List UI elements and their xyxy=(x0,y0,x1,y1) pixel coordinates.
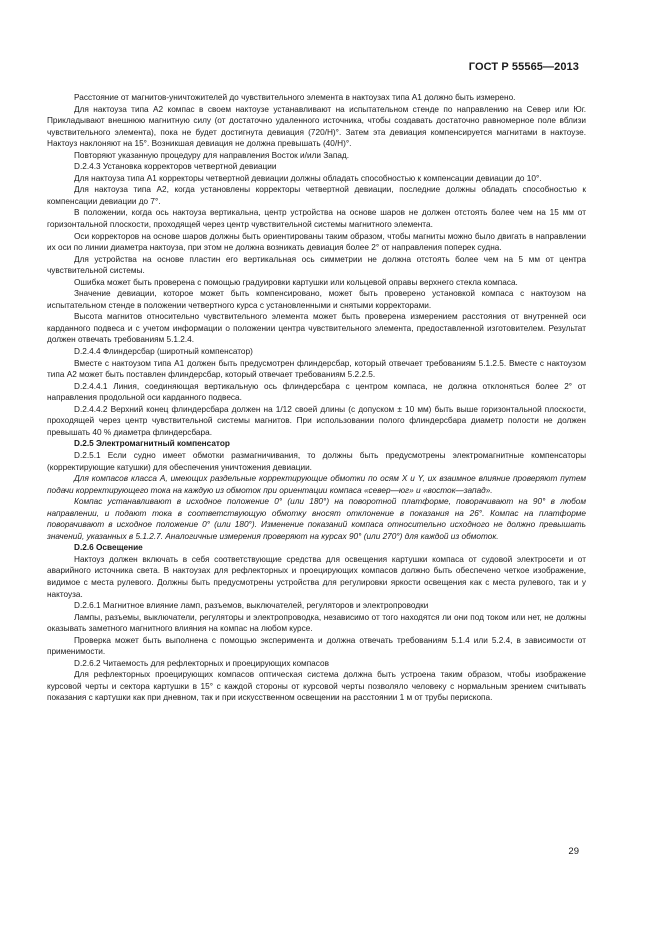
paragraph: Значение девиации, которое может быть компенсировано, может быть проверено установкой компаса с нактоузом на испытательном стенде в положении четвертного курса с установленными и снятыми корректорами. xyxy=(47,289,586,310)
paragraph: D.2.4.4.1 Линия, соединяющая вертикальную ось флиндерсбара с центром компаса, не должна отклоняться более 2° от направления продольной оси карданного подвеса. xyxy=(47,381,586,403)
paragraph: Для устройства на основе пластин его вертикальная ось симметрии не должна отстоять более чем на 5 мм от центра чувствительной системы. xyxy=(47,254,586,276)
italic-paragraph: Компас устанавливают в исходное положение 0° (или 180°) на поворотной платформе, поворачивают на 90° в любом направлении, и подают тока в соответствующую обмотку вносят отклонение в показания на 26°. Компас на платформе поворачивают в исходное положение 0° (или 180°). Изменение показаний компаса относительно исходного не должно превышать значений, указанных в 5.1.2.7. Аналогичные измерения проверяют на курсах 90° (или 270°) для каждой из обмоток. xyxy=(47,497,586,541)
section-heading: D.2.5 Электромагнитный компенсатор xyxy=(74,439,230,449)
paragraph: D.2.4.4.2 Верхний конец флиндерсбара должен на 1/12 своей длины (с допуском ± 10 мм) быть выше горизонтальной плоскости, проходящей через центр чувствительной системы магнитов. При использовании полого флиндерсбара диаметр полости не должен превышать 40 % диаметра флиндерсбара. xyxy=(47,404,586,437)
paragraph: Расстояние от магнитов-уничтожителей до чувствительного элемента в нактоузах типа А1 должно быть измерено. xyxy=(74,93,516,102)
paragraph: Для нактоуза типа А1 корректоры четвертной девиации должны обладать способностью к компенсации девиации до 10°. xyxy=(74,173,542,183)
paragraph: В положении, когда ось нактоуза вертикальна, центр устройства на основе шаров не должен отстоять более чем на 15 мм от горизонтальной плоскости, проходящей через центр чувствительной системы магнитного элемента. xyxy=(47,208,586,230)
paragraph: D.2.5.1 Если судно имеет обмотки размагничивания, то должны быть предусмотрены электромагнитные компенсаторы (корректирующие катушки) для обеспечения уничтожения девиации. xyxy=(47,450,586,472)
subsection-heading: D.2.4.3 Установка корректоров четвертной девиации xyxy=(74,162,277,172)
paragraph: Ошибка может быть проверена с помощью градуировки картушки или кольцевой оправы верхнего стекла компаса. xyxy=(74,277,518,287)
section-heading: D.2.6 Освещение xyxy=(74,543,143,553)
paragraph: Вместе с нактоузом типа А1 должен быть предусмотрен флиндерсбар, который отвечает требованиям 5.1.2.5. Вместе с нактоузом типа А2 может быть поставлен флиндерсбар, который отвечает требованиям 5.2.2.5. xyxy=(47,358,586,380)
paragraph: Высота магнитов относительно чувствительного элемента может быть проверена измерением расстояния от внутренней оси карданного подвеса и с учетом информации о положении центра чувствительного элемента, предоставленной изготовителем. Результат должен отвечать требованиям 5.1.2.4. xyxy=(47,312,586,345)
document-body xyxy=(47,92,586,704)
subsection-heading: D.2.6.1 Магнитное влияние ламп, разъемов, выключателей, регуляторов и электропроводки xyxy=(74,601,429,611)
paragraph: Проверка может быть выполнена с помощью эксперимента и должна отвечать требованиям 5.1.4 или 5.2.4, в зависимости от применимости. xyxy=(47,635,586,657)
standard-header: ГОСТ Р 55565—2013 xyxy=(468,61,579,73)
paragraph: Для нактоуза типа А2 компас в своем нактоузе устанавливают на испытательном стенде по направлению на Север или Юг. Прикладывают внешнюю магнитную силу (от достаточно удаленного источника, чтобы создавать достаточно равномерное поле вблизи чувствительного элемента), пока не будет достигнута девиация (720/H)°. Затем эта девиация компенсируется магнитами в нактоузе. Нактоуз наклоняют на 15°. Возникшая девиация не должна превышать (40/H)°. xyxy=(47,104,586,149)
paragraph: Для рефлекторных проецирующих компасов оптическая система должна быть устроена таким образом, чтобы изображение курсовой черты и сектора картушки в 15° с каждой стороны от курсовой черты позволяло человеку с нормальным зрением считывать показания с картушки как при дневном, так и при искусственном освещении на расстоянии 1 м от трубы перископа. xyxy=(47,670,586,703)
page-number: 29 xyxy=(568,846,579,857)
subsection-heading: D.2.6.2 Читаемость для рефлекторных и проецирующих компасов xyxy=(74,658,329,668)
paragraph: Оси корректоров на основе шаров должны быть ориентированы таким образом, чтобы магниты можно было двигать в направлении их оси по линии диаметра нактоуза, при этом не должна возникать девиация более 2° от направления поперек судна. xyxy=(47,231,586,253)
paragraph: Повторяют указанную процедуру для направления Восток и/или Запад. xyxy=(74,150,350,160)
italic-paragraph: Для компасов класса А, имеющих раздельные корректирующие обмотки по осям X и Y, их взаимное влияние проверяют путем подачи корректирующего тока на каждую из обмоток при ориентации компаса «север—юг» и «восток—запад». xyxy=(47,474,586,495)
subsection-heading: D.2.4.4 Флиндерсбар (широтный компенсатор) xyxy=(74,347,253,357)
paragraph: Лампы, разъемы, выключатели, регуляторы и электропроводка, независимо от того находятся ли они под током или нет, не должны оказывать заметного магнитного влияния на компас на любом курсе. xyxy=(47,612,586,634)
paragraph: Для нактоуза типа А2, когда установлены корректоры четвертной девиации, последние должны обладать способностью к компенсации девиации до 7°. xyxy=(47,185,586,206)
paragraph: Нактоуз должен включать в себя соответствующие средства для освещения картушки компаса от судовой электросети и от аварийного источника света. В нактоузах для рефлекторных и проецирующих компасов должно быть обеспечено четкое изображение, видимое с места рулевого. Должны быть предусмотрены устройства для регулировки яркости освещения как с места рулевого, так и у нактоуза. xyxy=(47,554,586,599)
